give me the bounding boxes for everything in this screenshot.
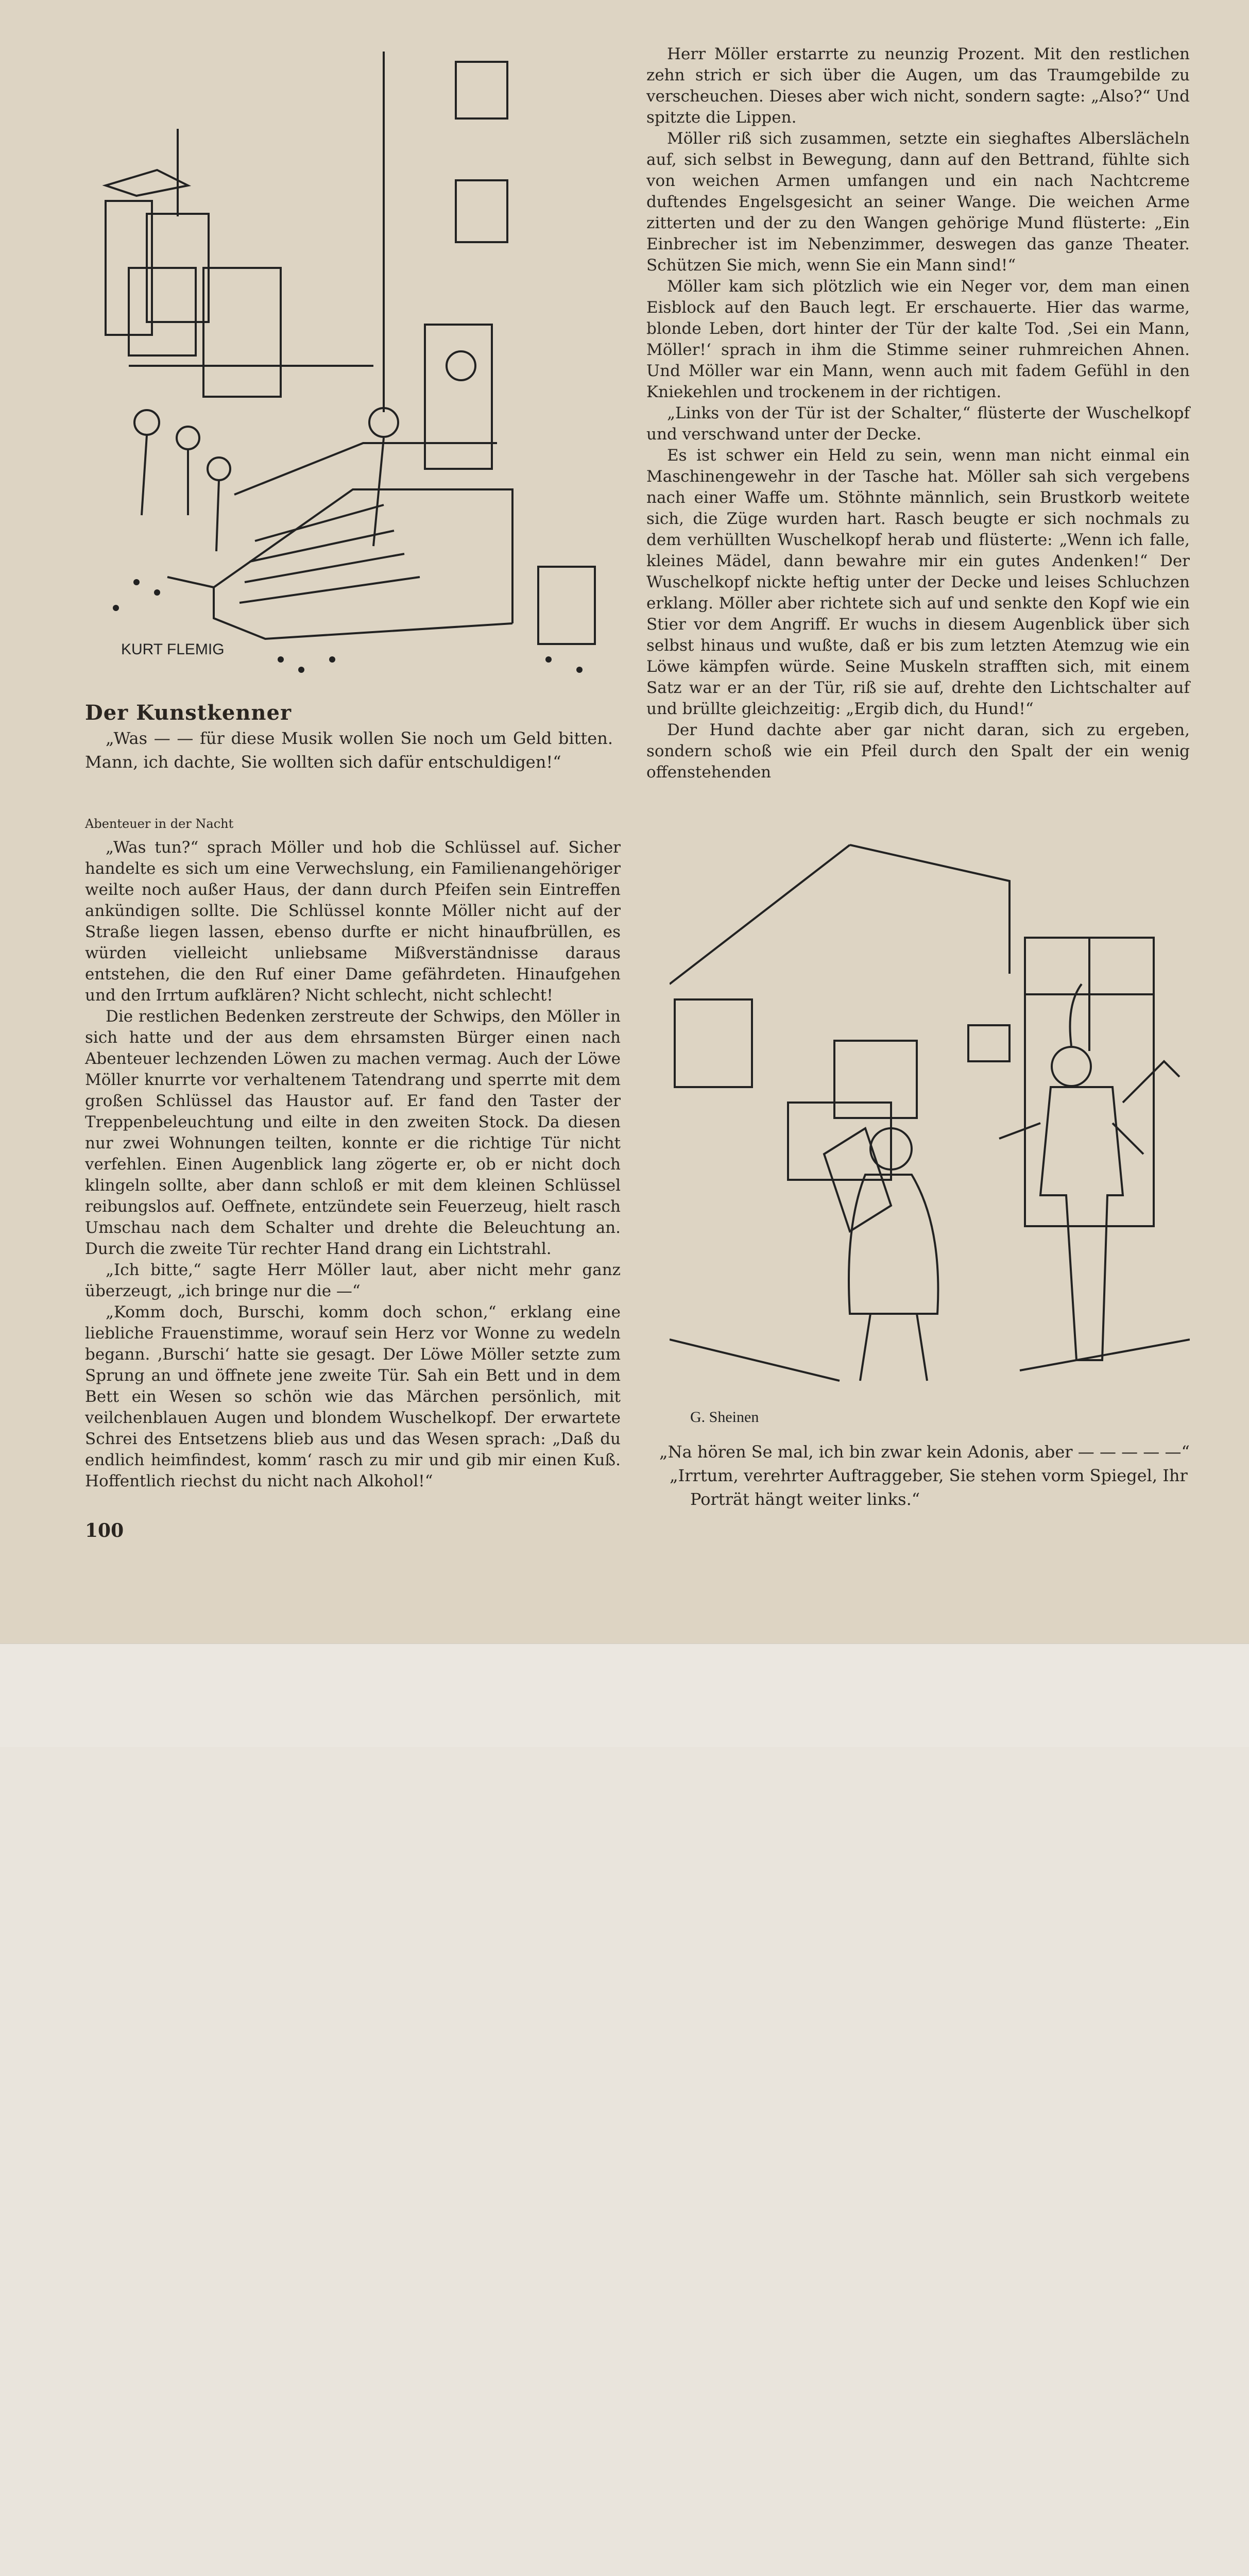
paragraph: Möller riß sich zusammen, setzte ein sieghaftes Alberslächeln auf, sich selbst in Bewegung, dann auf den Bettrand, fühlte sich von weichen Armen umfangen und ein nach Nachtcreme duftendes Engelsgesicht an seiner Wange. Die weichen Arme zitterten und der zu den Wangen gehörige Mund flüsterte: „Ein Einbrecher ist im Nebenzimmer, deswegen das ganze Theater. Schützen Sie mich, wenn Sie ein Mann sind!“ bbox=[646, 129, 1190, 275]
page-number: 100 bbox=[85, 1520, 124, 1541]
studio-scene-drawing bbox=[670, 835, 1190, 1437]
paragraph: „Was tun?“ sprach Möller und hob die Schlüssel auf. Sicher handelte es sich um eine Verwechslung, ein Familienangehöriger weilte noch außer Haus, der dann durch Pfeifen sein Eintreffen ankündigen sollte. Die Schlüssel konnte Möller nicht auf der Straße liegen lassen, ebenso durfte er nicht hinaufbrüllen, es würden vielleicht unliebsame Mißverständnisse daraus entstehen, die den Ruf einer Dame gefährdeten. Hinaufgehen und den Irrtum aufklären? Nicht schlecht, nicht schlecht! bbox=[85, 838, 621, 1005]
paragraph: Die restlichen Bedenken zerstreute der Schwips, den Möller in sich hatte und der aus dem ehrsamsten Bürger einen nach Abenteuer lechzenden Löwen zu machen vermag. Auch der Löwe Möller knurrte vor verhaltenem Tatendrang und sperrte mit dem großen Schlüssel das Haustor auf. Er fand den Taster der Treppenbeleuchtung und eilte in den zweiten Stock. Da diesen nur zwei Wohnungen teilten, konnte er die richtige Tür nicht verfehlen. Einen Augenblick lang zögerte er, ob er nicht doch klingeln sollte, aber dann schloß er mit dem kleinen Schlüssel reibungslos auf. Oeffnete, entzündete sein Feuerzeug, hielt rasch Umschau nach dem Schalter und drehte die Beleuchtung an. Durch die zweite Tür rechter Hand drang ein Lichtstrahl. bbox=[85, 1007, 621, 1258]
cartoon2-caption bbox=[659, 1440, 1200, 1511]
digitization-footer bbox=[0, 1643, 1249, 1747]
running-head: Abenteuer in der Nacht bbox=[85, 817, 234, 831]
street-scene-drawing bbox=[85, 52, 626, 701]
paragraph: „Ich bitte,“ sagte Herr Möller laut, aber nicht mehr ganz überzeugt, „ich bringe nur die —“ bbox=[85, 1261, 621, 1300]
caption-line: „Irrtum, verehrter Auftraggeber, Sie stehen vorm Spiegel, Ihr bbox=[670, 1466, 1188, 1485]
paragraph: Möller kam sich plötzlich wie ein Neger vor, dem man einen Eisblock auf den Bauch legt. Er erschauerte. Hier das warme, blonde Leben, dort hinter der Tür der kalte Tod. ‚Sei ein Mann, Möller!‘ sprach in ihm die Stimme seiner ruhmreichen Ahnen. Und Möller war ein Mann, wenn auch mit fadem Gefühl in den Kniekehlen und trockenem in der richtigen. bbox=[646, 277, 1190, 401]
paragraph: „Links von der Tür ist der Schalter,“ flüsterte der Wuschelkopf und verschwand unter der Decke. bbox=[646, 404, 1190, 444]
caption-line: „Na hören Se mal, ich bin zwar kein Adonis, aber — — — — —“ bbox=[659, 1442, 1190, 1462]
paragraph: Es ist schwer ein Held zu sein, wenn man nicht einmal ein Maschinengewehr in der Tasche hat. Möller sah sich vergebens nach einer Waffe um. Stöhnte männlich, sein Brustkorb weitete sich, die Züge wurden hart. Rasch beugte er sich nochmals zu dem verhüllten Wuschelkopf herab und flüsterte: „Wenn ich falle, kleines Mädel, dann bewahre mir ein gutes Andenken!“ Der Wuschelkopf nickte heftig unter der Decke und leises Schluchzen erklang. Möller aber richtete sich auf und senkte den Kopf wie ein Stier vor dem Angriff. Er wuchs in diesem Augenblick über sich selbst hinaus und wußte, daß er bis zum letzten Atemzug wie ein Löwe kämpfen würde. Seine Muskeln strafften sich, mit einem Satz war er an der Tür, riß sie auf, drehte den Lichtschalter auf und brüllte gleichzeitig: „Ergib dich, du Hund!“ bbox=[646, 446, 1190, 718]
right-text-column bbox=[646, 44, 1190, 783]
cartoon1-signature: KURT FLEMIG bbox=[121, 641, 225, 658]
paragraph: Der Hund dachte aber gar nicht daran, sich zu ergeben, sondern schoß wie ein Pfeil durch den Spalt der ein wenig offenstehenden bbox=[646, 721, 1190, 782]
left-text-column bbox=[85, 837, 621, 1492]
paragraph: Herr Möller erstarrte zu neunzig Prozent. Mit den restlichen zehn strich er sich über die Augen, um das Traumgebilde zu verscheuchen. Dieses aber wich nicht, sondern sagte: „Also?“ Und spitzte die Lippen. bbox=[646, 45, 1190, 127]
cartoon-street-illustration bbox=[85, 52, 626, 701]
cartoon1-title: Der Kunstkenner bbox=[85, 701, 292, 725]
cartoon2-signature: G. Sheinen bbox=[690, 1409, 759, 1426]
paragraph: „Komm doch, Burschi, komm doch schon,“ erklang eine liebliche Frauenstimme, worauf sein Herz vor Wonne zu wedeln begann. ‚Burschi‘ hatte sie gesagt. Der Löwe Möller setzte zum Sprung an und öffnete jene zweite Tür. Sah ein Bett und in dem Bett ein Wesen so schön wie das Märchen persönlich, mit veilchenblauen Augen und blondem Wuschelkopf. Der erwartete Schrei des Entsetzens blieb aus und das Wesen sprach: „Daß du endlich heimfindest, komm‘ rasch zu mir und gib mir einen Kuß. Hoffentlich riechst du nicht nach Alkohol!“ bbox=[85, 1303, 621, 1490]
caption-line: Porträt hängt weiter links.“ bbox=[690, 1489, 920, 1509]
cartoon-studio-illustration bbox=[670, 835, 1190, 1437]
cartoon1-caption: „Was — — für diese Musik wollen Sie noch um Geld bitten. Mann, ich dachte, Sie wollten sich dafür entschuldigen!“ bbox=[85, 728, 613, 772]
